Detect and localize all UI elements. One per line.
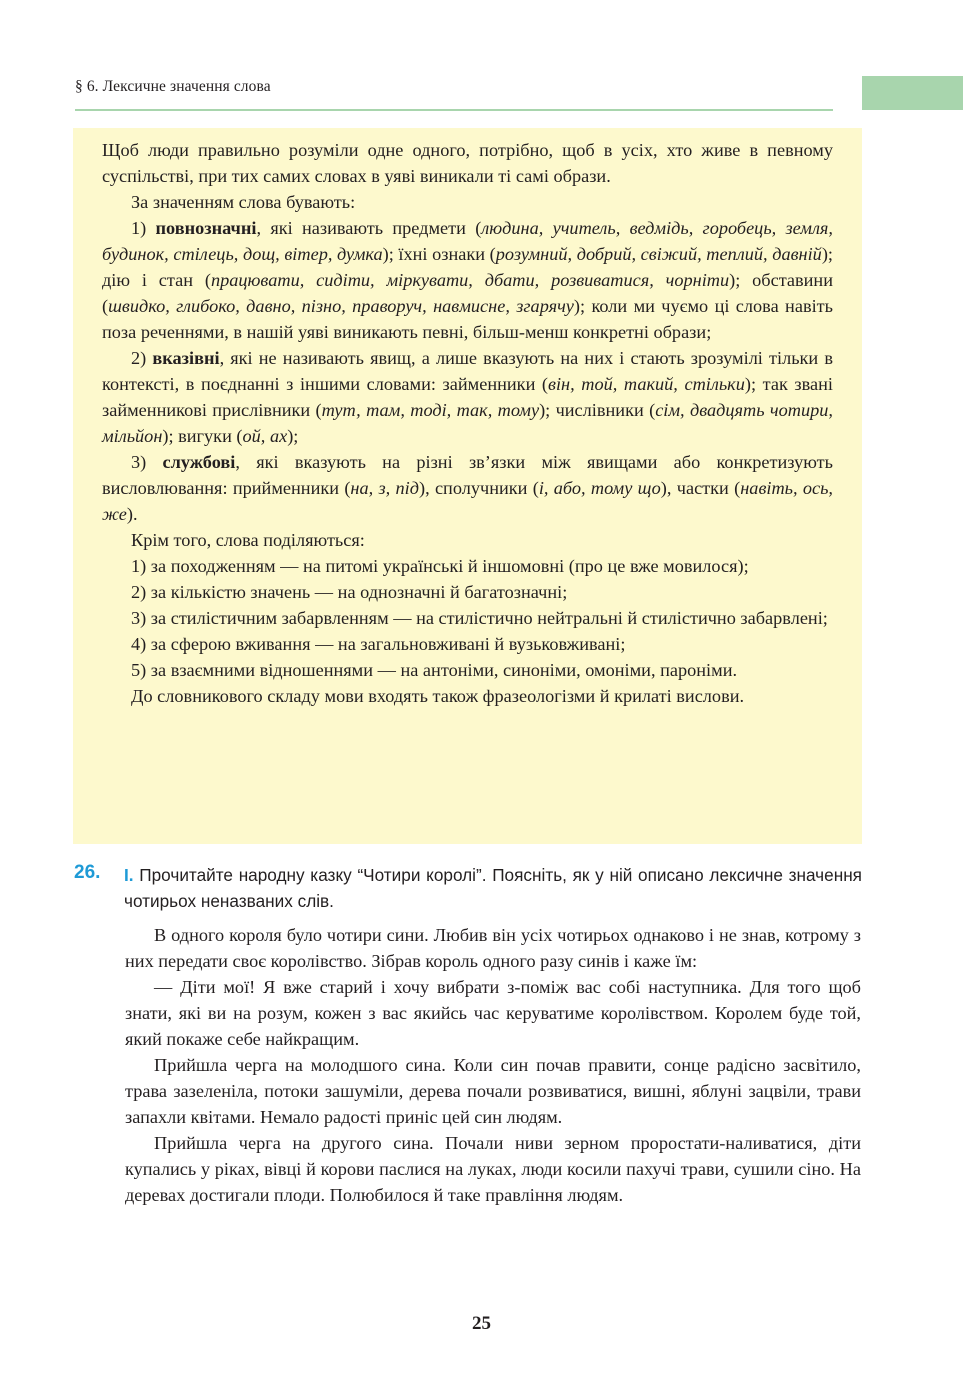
item-text: ); обставини ( [102, 270, 833, 316]
item-number: 1) [131, 218, 156, 238]
exercise-task [124, 862, 862, 914]
story-text [125, 922, 861, 1208]
item-number: 3) [131, 452, 163, 472]
example-italic: на, з, під [350, 478, 419, 498]
item-pointing [102, 345, 833, 449]
theory-text [102, 137, 833, 709]
division-item: 4) за сферою вживання — на загальновживані й вузьковживані; [131, 634, 626, 654]
story-paragraph: Прийшла черга на молодшого сина. Коли син почав правити, сонце радісно засвітило, трава зазеленіла, потоки зашуміли, дерева почали розвиватися, вишні, яблуні зацвіли, трави запахли квітами. Немало радості приніс цей син людям. [125, 1055, 861, 1127]
division-item: 2) за кількістю значень — на однозначні й багатозначні; [131, 582, 568, 602]
item-text: , які вказують на різні зв’язки між явищами або конкретизують висловлювання: прийменники ( [102, 452, 833, 498]
also-lead: Крім того, слова поділяються: [131, 530, 365, 550]
header-tab-marker [862, 76, 963, 110]
item-text: , які не називають явищ, а лише вказують на них і стають зрозумілі тільки в контексті, в поєднанні з іншими словами: займенники ( [102, 348, 833, 394]
example-italic: розумний, добрий, свіжий, теплий, давній [495, 244, 822, 264]
exercise-level: I. [124, 865, 134, 885]
by-meaning-lead: За значенням слова бувають: [131, 192, 356, 212]
example-italic: він, той, такий, стільки [548, 374, 745, 394]
example-italic: і, або, тому що [538, 478, 661, 498]
example-italic: людина, учитель, ведмідь, горобець, земля, будинок, стілець, дощ, вітер, думка [102, 218, 833, 264]
term-bold: службові [162, 452, 236, 472]
theory-intro: Щоб люди правильно розуміли одне одного, потрібно, щоб в усіх, хто живе в певному суспільстві, при тих самих словах в уяві виникали ті самі образи. [102, 140, 833, 186]
division-item: 3) за стилістичним забарвленням — на стилістично нейтральні й стилістично забарвлені; [131, 608, 828, 628]
term-bold: повнозначні [155, 218, 257, 238]
page-number: 25 [472, 1313, 491, 1334]
item-text: , які називають предмети ( [256, 218, 482, 238]
story-paragraph: Прийшла черга на другого сина. Почали ниви зерном проростати-наливатися, діти купались у ріках, вівці й корови паслися на луках, люди косили пахучі трави, сушили сіно. На деревах достигали плоди. Полюбилося й таке правління людям. [125, 1133, 861, 1205]
section-header: § 6. Лексичне значення слова [75, 78, 271, 95]
exercise-number: 26. [74, 862, 101, 883]
item-text: ); [287, 426, 299, 446]
item-text: ); коли ми чуємо ці слова навіть поза реченнями, в нашій уяві виникають певні, більш-менш конкретні образи; [102, 296, 833, 342]
item-text: ); числівники ( [539, 400, 656, 420]
example-italic: працювати, сидіти, міркувати, дбати, розвиватися, чорніти [210, 270, 730, 290]
term-bold: вказівні [152, 348, 220, 368]
story-paragraph: В одного короля було чотири сини. Любив він усіх чотирьох однаково і не знав, котрому з них передати своє королівство. Зібрав король одного разу синів і каже їм: [125, 925, 861, 971]
exercise-instruction: Прочитайте народну казку “Чотири королі”. Поясніть, як у ній описано лексичне значення чотирьох неназваних слів. [124, 865, 862, 911]
item-text: ). [126, 504, 138, 524]
example-italic: швидко, глибоко, давно, пізно, праворуч, навмисне, згарячу [108, 296, 574, 316]
item-text: ); так звані займенникові прислівники ( [102, 374, 833, 420]
item-full-meaning [102, 215, 833, 345]
item-auxiliary [102, 449, 833, 527]
item-text: ); їхні ознаки ( [382, 244, 496, 264]
example-italic: навіть, ось, же [102, 478, 833, 524]
item-text: ), сполучники ( [418, 478, 539, 498]
item-text: ); вигуки ( [162, 426, 243, 446]
example-italic: ой, ах [242, 426, 288, 446]
item-text: ); дію і стан ( [102, 244, 833, 290]
division-item: 5) за взаємними відношеннями — на антоніми, синоніми, омоніми, пароніми. [131, 660, 738, 680]
example-italic: сім, двадцять чотири, мільйон [102, 400, 833, 446]
division-item: 1) за походженням — на питомі українські й іншомовні (про це вже мовилося); [131, 556, 749, 576]
story-paragraph: — Діти мої! Я вже старий і хочу вибрати з-поміж вас собі наступника. Для того щоб знати, які ви на розум, кожен з вас якийсь час керуватиме королівством. Королем буде той, який покаже себе найкращим. [125, 977, 861, 1049]
item-number: 2) [131, 348, 153, 368]
item-text: ), частки ( [660, 478, 741, 498]
header-divider [75, 109, 833, 111]
example-italic: тут, там, тоді, так, тому [321, 400, 540, 420]
theory-closing: До словникового складу мови входять також фразеологізми й крилаті вислови. [131, 686, 745, 706]
